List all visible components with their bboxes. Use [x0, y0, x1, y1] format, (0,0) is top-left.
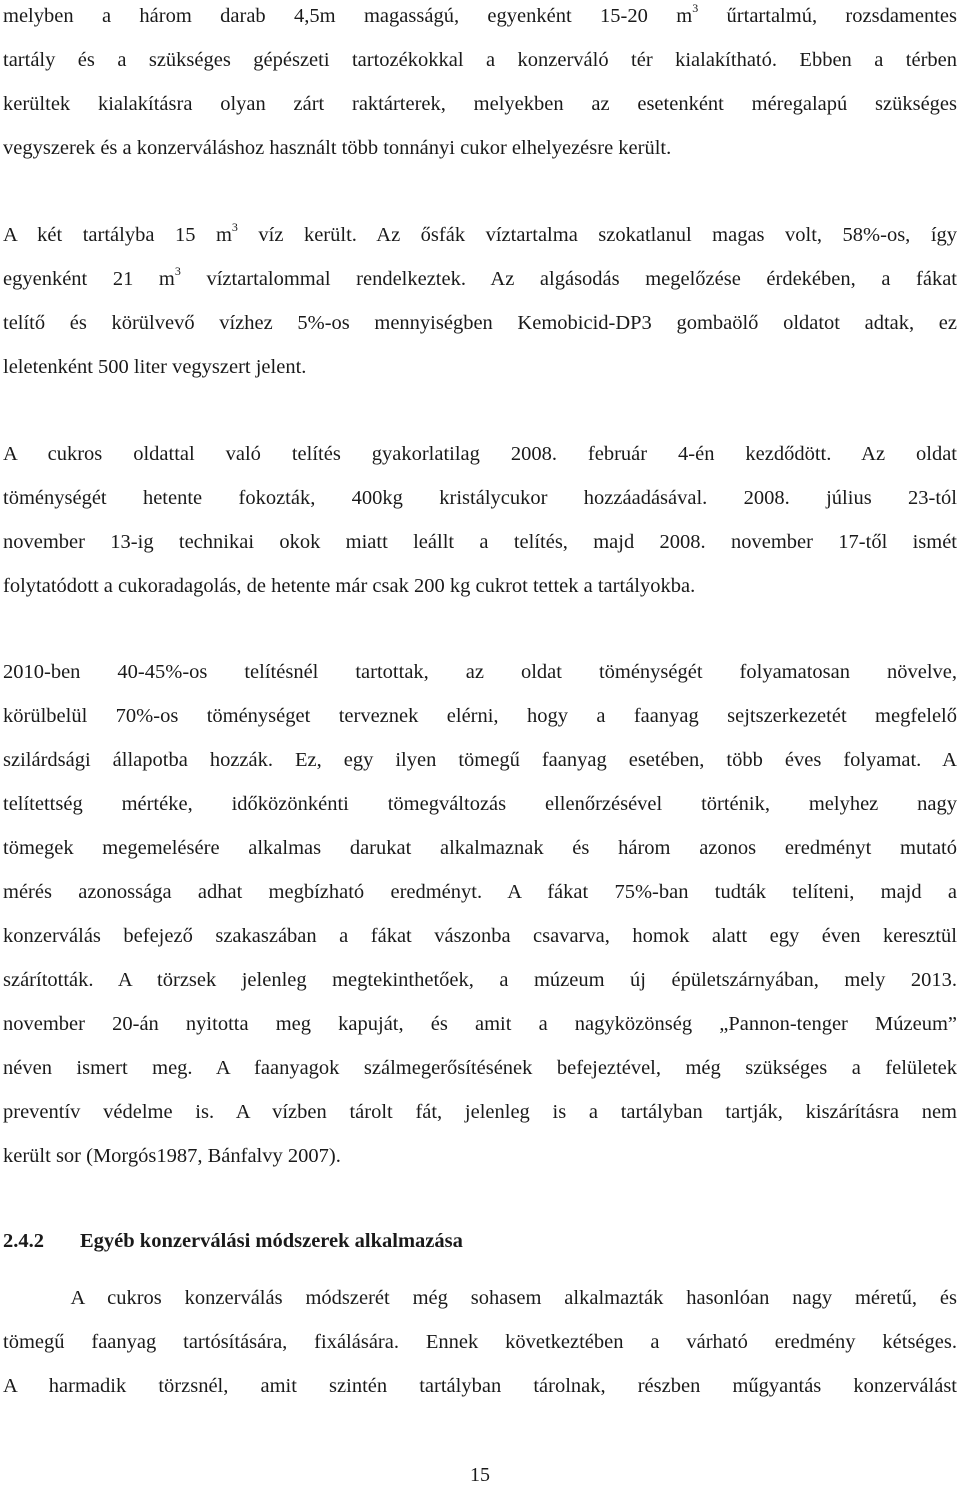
- text-line: körülbelül 70%-os töménységet terveznek elérni, hogy a faanyag sejtszerkezetét megfelelő: [3, 705, 957, 727]
- text-line: szárították. A törzsek jelenleg megtekinthetőek, a múzeum új épületszárnyában, mely 2013.: [3, 969, 957, 991]
- section-number: 2.4.2: [3, 1230, 44, 1252]
- text-line: szilárdsági állapotba hozzák. Ez, egy ilyen tömegű faanyag esetében, több éves folyamat. A: [3, 749, 957, 771]
- section-heading: [3, 1221, 463, 1261]
- text-line: telítő és körülvevő vízhez 5%-os mennyiségben Kemobicid-DP3 gombaölő oldatot adtak, ez: [3, 312, 957, 334]
- text-line: november 13-ig technikai okok miatt leállt a telítés, majd 2008. november 17-től ismét: [3, 531, 957, 553]
- text-line: tartály és a szükséges gépészeti tartozékokkal a konzerváló tér kialakítható. Ebben a térben: [3, 49, 957, 71]
- text-line: egyenként 21 $m^3$ víztartalommal rendelkeztek. Az algásodás megelőzése érdekében, a fákat: [3, 264, 957, 290]
- text-line: A két tartályba 15 $m^3$ víz került. Az ősfák víztartalma szokatlanul magas volt, 58%-os, így: [3, 220, 958, 246]
- text-line: néven ismert meg. A faanyagok szálmegerősítésének befejeztével, még szükséges a felületek: [3, 1057, 957, 1079]
- section-title: Egyéb konzerválási módszerek alkalmazása: [80, 1230, 463, 1252]
- text-line: került sor (Morgós1987, Bánfalvy 2007).: [3, 1145, 341, 1167]
- text-line: A cukros oldattal való telítés gyakorlatilag 2008. február 4-én kezdődött. Az oldat: [3, 443, 957, 465]
- paragraph-3: [3, 432, 957, 608]
- text-line: tömegek megemelésére alkalmas darukat alkalmaznak és három azonos eredményt mutató: [3, 837, 957, 859]
- text-line: telítettség mértéke, időközönkénti tömegváltozás ellenőrzésével történik, melyhez nagy: [3, 793, 957, 815]
- text-line: tömegű faanyag tartósítására, fixálására. Ennek következtében a várható eredmény kétséges.: [3, 1331, 957, 1353]
- text-line: november 20-án nyitotta meg kapuját, és amit a nagyközönség „Pannon-tenger Múzeum”: [3, 1013, 957, 1035]
- text-line: A cukros konzerválás módszerét még sohasem alkalmazták hasonlóan nagy méretű, és: [3, 1287, 957, 1309]
- page-number: 15: [470, 1464, 490, 1486]
- paragraph-2: [3, 213, 957, 389]
- text-line: folytatódott a cukoradagolás, de hetente már csak 200 kg cukrot tettek a tartályokba.: [3, 575, 696, 597]
- text-line: vegyszerek és a konzerváláshoz használt több tonnányi cukor elhelyezésre került.: [3, 137, 672, 159]
- text-line: leletenként 500 liter vegyszert jelent.: [3, 356, 307, 378]
- text-line: A harmadik törzsnél, amit szintén tartályban tárolnak, részben műgyantás konzerválást: [3, 1375, 957, 1397]
- text-line: preventív védelme is. A vízben tárolt fát, jelenleg is a tartályban tartják, kiszárításra nem: [3, 1101, 957, 1123]
- paragraph-5: [3, 1276, 957, 1408]
- text-line: mérés azonossága adhat megbízható eredményt. A fákat 75%-ban tudták telíteni, majd a: [3, 881, 957, 903]
- text-line: melyben a három darab 4,5m magasságú, egyenként 15-20 $m^3$ űrtartalmú, rozsdamentes: [3, 1, 957, 27]
- text-line: 2010-ben 40-45%-os telítésnél tartottak, az oldat töménységét folyamatosan növelve,: [3, 661, 957, 683]
- paragraph-1: [3, 0, 957, 170]
- paragraph-4: [3, 650, 957, 1178]
- text-line: töménységét hetente fokozták, 400kg kristálycukor hozzáadásával. 2008. július 23-tól: [3, 487, 957, 509]
- text-line: konzerválás befejező szakaszában a fákat vászonba csavarva, homok alatt egy éven keresztül: [3, 925, 957, 947]
- text-line: kerültek kialakításra olyan zárt raktárterek, melyekben az esetenként méregalapú szükséges: [3, 93, 957, 115]
